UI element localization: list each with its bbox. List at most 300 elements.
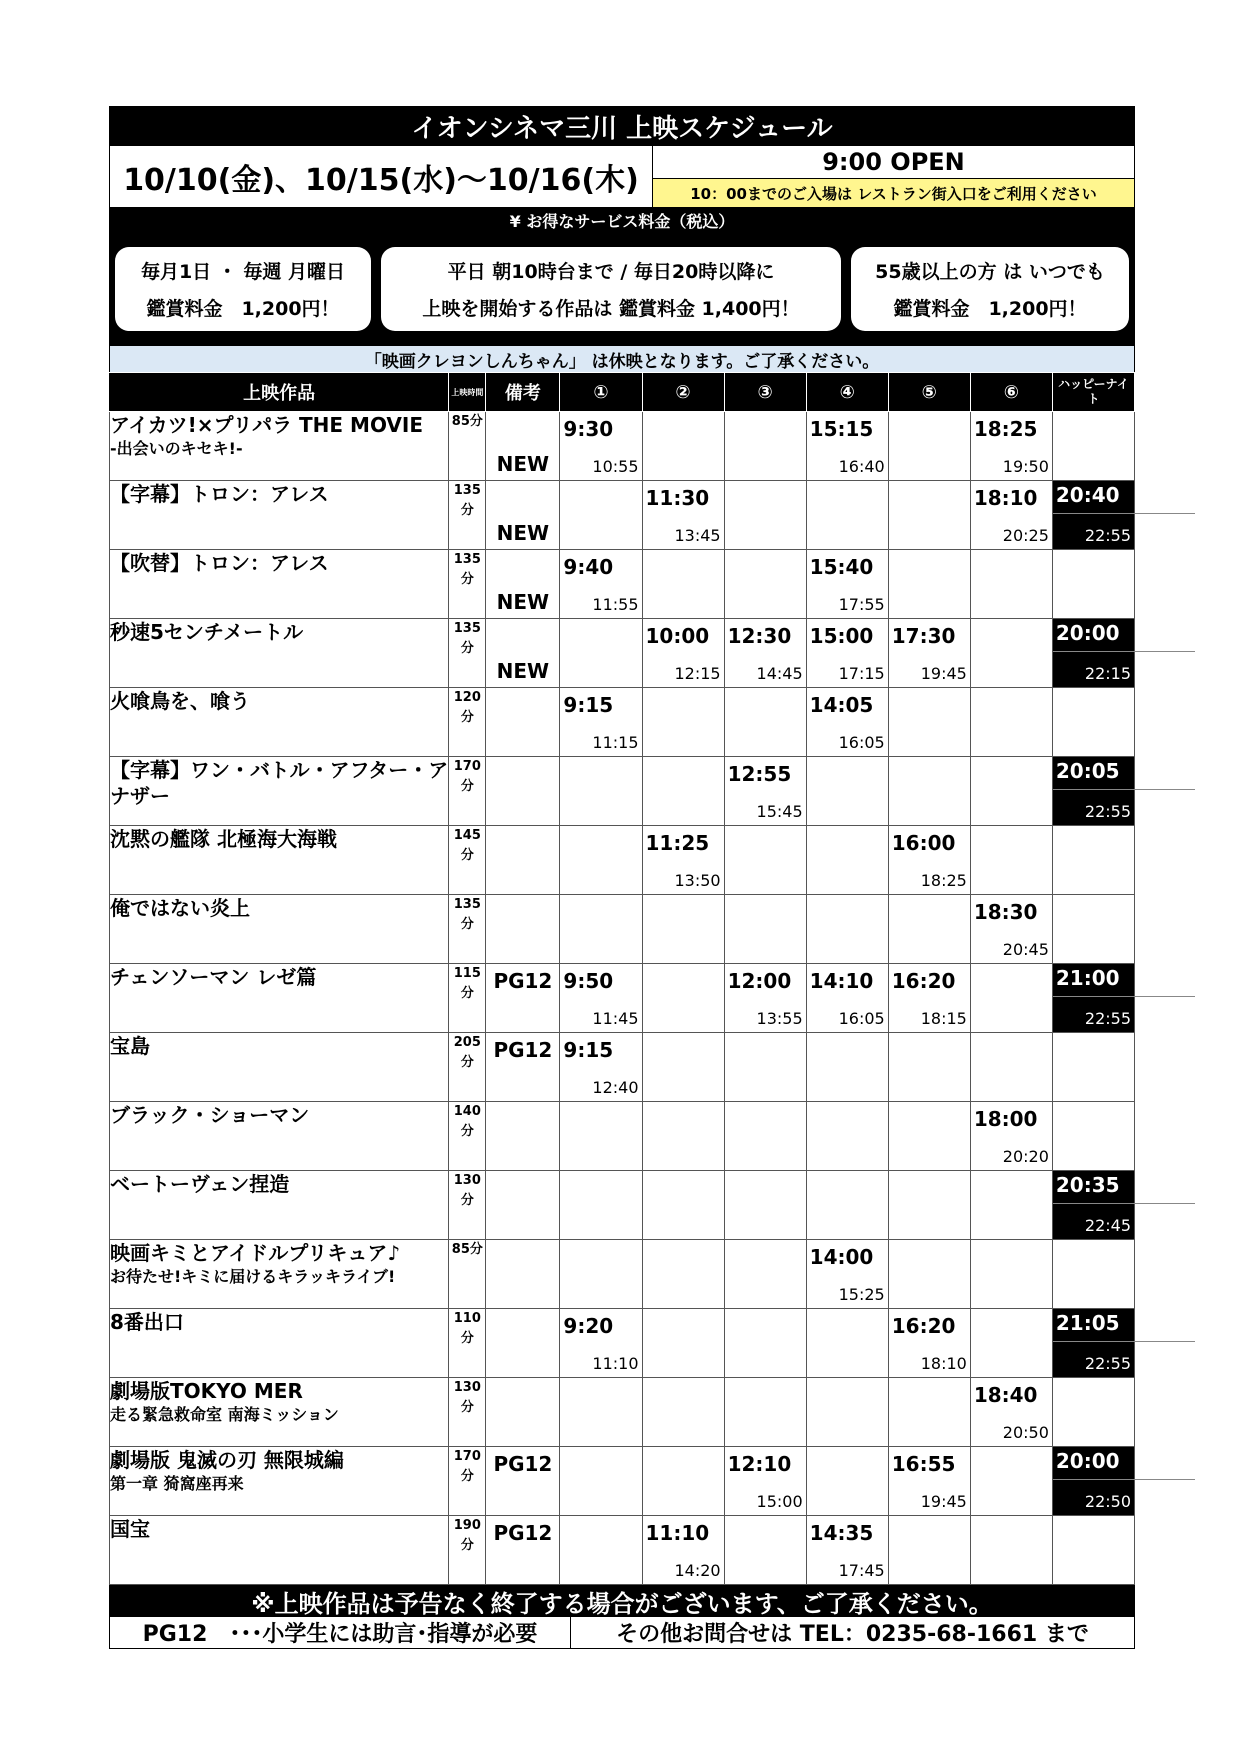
- screen-slot: [970, 1447, 1052, 1516]
- duration: 130分: [449, 1171, 486, 1240]
- end-time: 16:05: [838, 733, 885, 752]
- duration: 170分: [449, 757, 486, 826]
- remarks: [486, 964, 560, 1033]
- end-time: 22:55: [1084, 802, 1131, 821]
- screen-slot: [806, 1516, 888, 1585]
- screen-slot: [806, 1378, 888, 1447]
- schedule-sheet: [109, 106, 1135, 1649]
- start-time: 14:10: [809, 969, 874, 993]
- remarks: [486, 1240, 560, 1309]
- movie-title-main: 国宝: [110, 1517, 150, 1541]
- screen-slot: [560, 826, 642, 895]
- movie-title-main: 劇場版TOKYO MER: [110, 1379, 303, 1403]
- movie-title: [110, 1516, 449, 1585]
- screen-slot: [888, 1240, 970, 1309]
- screen-slot: [724, 550, 806, 619]
- start-time: 11:10: [645, 1521, 710, 1545]
- movie-title-main: アイカツ!×プリパラ THE MOVIE: [110, 413, 423, 437]
- table-row: [110, 757, 1135, 826]
- screen-slot: [806, 481, 888, 550]
- screen-slot: [970, 1378, 1052, 1447]
- start-time: 18:40: [973, 1383, 1038, 1407]
- duration: 135分: [449, 550, 486, 619]
- remarks: [486, 895, 560, 964]
- rating-badge: PG12: [493, 1521, 553, 1545]
- screen-slot: [806, 895, 888, 964]
- duration: 145分: [449, 826, 486, 895]
- service-line: 上映を開始する作品は 鑑賞料金 1,400円！: [422, 298, 800, 320]
- movie-title-main: ブラック・ショーマン: [110, 1103, 310, 1127]
- movie-title-main: 沈黙の艦隊 北極海大海戦: [110, 827, 337, 851]
- start-time: 15:40: [809, 555, 874, 579]
- table-row: [110, 1378, 1135, 1447]
- screen-slot: [642, 1171, 724, 1240]
- start-time: 16:55: [891, 1452, 956, 1476]
- header-duration: 上映時間: [449, 373, 486, 412]
- end-time: 20:25: [1002, 526, 1049, 545]
- screen-slot: [560, 1171, 642, 1240]
- movie-title: [110, 412, 449, 481]
- screen-slot: [970, 550, 1052, 619]
- footer-info: [109, 1617, 1135, 1649]
- screen-slot: [806, 1171, 888, 1240]
- movie-title-main: チェンソーマン レゼ篇: [110, 965, 317, 989]
- screen-slot: [642, 1516, 724, 1585]
- movie-title: [110, 1447, 449, 1516]
- end-time: 12:15: [674, 664, 721, 683]
- screen-slot: [642, 964, 724, 1033]
- screen-slot: [888, 757, 970, 826]
- duration: 85分: [449, 1240, 486, 1309]
- remarks: [486, 550, 560, 619]
- remarks: [486, 1378, 560, 1447]
- screen-slot: [970, 964, 1052, 1033]
- remarks: [486, 481, 560, 550]
- happy-night-slot: [1052, 895, 1134, 964]
- happy-night-slot: [1052, 757, 1134, 826]
- start-time: 20:05: [1055, 759, 1120, 783]
- duration: 190分: [449, 1516, 486, 1585]
- header-remarks: 備考: [486, 373, 560, 412]
- table-row: [110, 1171, 1135, 1240]
- screen-slot: [888, 1516, 970, 1585]
- screen-slot: [642, 619, 724, 688]
- end-time: 12:40: [592, 1078, 639, 1097]
- screen-slot: [970, 412, 1052, 481]
- happy-night-slot: [1052, 688, 1134, 757]
- movie-subtitle: 走る緊急救命室 南海ミッション: [110, 1405, 339, 1424]
- schedule-dates: 10/10(金)、10/15(水)〜10/16(木): [110, 146, 653, 207]
- screen-slot: [560, 1516, 642, 1585]
- service-line: 平日 朝10時台まで / 毎日20時以降に: [447, 261, 775, 283]
- schedule-table: [109, 372, 1135, 1585]
- end-time: 18:15: [920, 1009, 967, 1028]
- screen-slot: [642, 826, 724, 895]
- open-box: [653, 146, 1134, 207]
- end-time: 15:45: [756, 802, 803, 821]
- start-time: 18:10: [973, 486, 1038, 510]
- screen-slot: [560, 1033, 642, 1102]
- header-screen-6: ⑥: [970, 373, 1052, 412]
- happy-night-slot: [1052, 412, 1134, 481]
- end-time: 14:20: [674, 1561, 721, 1580]
- remarks: [486, 1033, 560, 1102]
- screen-slot: [724, 964, 806, 1033]
- start-time: 16:00: [891, 831, 956, 855]
- end-time: 19:50: [1002, 457, 1049, 476]
- screen-slot: [642, 895, 724, 964]
- screen-slot: [724, 1447, 806, 1516]
- screen-slot: [560, 1447, 642, 1516]
- movie-title: [110, 619, 449, 688]
- screen-slot: [724, 826, 806, 895]
- screen-slot: [724, 1309, 806, 1378]
- screen-slot: [560, 688, 642, 757]
- movie-title: [110, 1240, 449, 1309]
- duration: 205分: [449, 1033, 486, 1102]
- duration: 135分: [449, 895, 486, 964]
- screen-slot: [642, 1033, 724, 1102]
- start-time: 17:30: [891, 624, 956, 648]
- end-time: 10:55: [592, 457, 639, 476]
- screen-slot: [642, 757, 724, 826]
- end-time: 16:40: [838, 457, 885, 476]
- screen-slot: [970, 619, 1052, 688]
- movie-title-main: 俺ではない炎上: [110, 896, 250, 920]
- duration: 170分: [449, 1447, 486, 1516]
- service-box-monthly: [115, 247, 371, 331]
- header-screen-5: ⑤: [888, 373, 970, 412]
- happy-night-slot: [1052, 1447, 1134, 1516]
- end-time: 22:15: [1084, 664, 1131, 683]
- movie-title: [110, 1171, 449, 1240]
- start-time: 16:20: [891, 969, 956, 993]
- new-badge: NEW: [496, 590, 550, 614]
- duration: 115分: [449, 964, 486, 1033]
- duration: 85分: [449, 412, 486, 481]
- table-row: [110, 688, 1135, 757]
- start-time: 20:35: [1055, 1173, 1120, 1197]
- happy-night-slot: [1052, 481, 1134, 550]
- screen-slot: [642, 412, 724, 481]
- end-time: 20:50: [1002, 1423, 1049, 1442]
- screen-slot: [970, 688, 1052, 757]
- screen-slot: [724, 688, 806, 757]
- end-time: 17:15: [838, 664, 885, 683]
- service-box-senior: [851, 247, 1129, 331]
- screen-slot: [888, 481, 970, 550]
- new-badge: NEW: [496, 452, 550, 476]
- screen-slot: [888, 826, 970, 895]
- screen-slot: [806, 1240, 888, 1309]
- new-badge: NEW: [496, 659, 550, 683]
- happy-night-slot: [1052, 550, 1134, 619]
- remarks: [486, 412, 560, 481]
- screen-slot: [970, 757, 1052, 826]
- screen-slot: [888, 1171, 970, 1240]
- movie-title: [110, 550, 449, 619]
- movie-title-main: 【字幕】ワン・バトル・アフター・アナザー: [110, 758, 449, 808]
- screen-slot: [888, 964, 970, 1033]
- movie-title: [110, 964, 449, 1033]
- new-badge: NEW: [496, 521, 550, 545]
- remarks: [486, 688, 560, 757]
- end-time: 13:55: [756, 1009, 803, 1028]
- screen-slot: [888, 1309, 970, 1378]
- start-time: 12:30: [727, 624, 792, 648]
- screen-slot: [888, 619, 970, 688]
- start-time: 12:10: [727, 1452, 792, 1476]
- end-time: 14:45: [756, 664, 803, 683]
- movie-title: [110, 1033, 449, 1102]
- movie-title-main: 【字幕】トロン：アレス: [110, 482, 329, 506]
- start-time: 12:55: [727, 762, 792, 786]
- screen-slot: [560, 1378, 642, 1447]
- happy-night-slot: [1052, 826, 1134, 895]
- screen-slot: [970, 481, 1052, 550]
- screen-slot: [888, 1033, 970, 1102]
- remarks: [486, 757, 560, 826]
- rating-badge: PG12: [493, 969, 553, 993]
- screen-slot: [970, 1240, 1052, 1309]
- entrance-notice: 10：00までのご入場は レストラン街入口をご利用ください: [653, 179, 1134, 207]
- start-time: 21:05: [1055, 1311, 1120, 1335]
- rating-badge: PG12: [493, 1038, 553, 1062]
- end-time: 18:10: [920, 1354, 967, 1373]
- duration: 135分: [449, 619, 486, 688]
- movie-title-main: 【吹替】トロン：アレス: [110, 551, 329, 575]
- end-time: 22:45: [1084, 1216, 1131, 1235]
- table-row: [110, 550, 1135, 619]
- table-row: [110, 1033, 1135, 1102]
- start-time: 9:15: [563, 693, 614, 717]
- remarks: [486, 1309, 560, 1378]
- screen-slot: [642, 550, 724, 619]
- start-time: 9:40: [563, 555, 614, 579]
- table-row: [110, 964, 1135, 1033]
- screen-slot: [642, 688, 724, 757]
- end-time: 17:45: [838, 1561, 885, 1580]
- screen-slot: [724, 1171, 806, 1240]
- screen-slot: [724, 1378, 806, 1447]
- screen-slot: [806, 1447, 888, 1516]
- screen-slot: [806, 688, 888, 757]
- movie-title-main: 劇場版 鬼滅の刃 無限城編: [110, 1448, 344, 1472]
- end-time: 19:45: [920, 664, 967, 683]
- rating-badge: PG12: [493, 1452, 553, 1476]
- screen-slot: [970, 1309, 1052, 1378]
- start-time: 9:15: [563, 1038, 614, 1062]
- movie-title: [110, 688, 449, 757]
- screen-slot: [642, 1378, 724, 1447]
- screen-slot: [970, 1033, 1052, 1102]
- screen-slot: [806, 1102, 888, 1171]
- movie-subtitle: 第一章 猗窩座再来: [110, 1474, 244, 1493]
- end-time: 13:45: [674, 526, 721, 545]
- screen-slot: [560, 1102, 642, 1171]
- happy-night-slot: [1052, 964, 1134, 1033]
- movie-title: [110, 826, 449, 895]
- start-time: 20:40: [1055, 483, 1120, 507]
- screen-slot: [724, 412, 806, 481]
- screen-slot: [560, 550, 642, 619]
- screen-slot: [888, 895, 970, 964]
- end-time: 15:25: [838, 1285, 885, 1304]
- movie-title: [110, 1309, 449, 1378]
- screen-slot: [560, 1309, 642, 1378]
- screen-slot: [888, 1102, 970, 1171]
- end-time: 19:45: [920, 1492, 967, 1511]
- start-time: 11:25: [645, 831, 710, 855]
- header-title: 上映作品: [110, 373, 449, 412]
- start-time: 18:00: [973, 1107, 1038, 1131]
- start-time: 20:00: [1055, 1449, 1120, 1473]
- contact-info: その他お問合せは TEL：0235-68-1661 まで: [616, 1622, 1089, 1647]
- start-time: 14:00: [809, 1245, 874, 1269]
- table-row: [110, 1102, 1135, 1171]
- start-time: 21:00: [1055, 966, 1120, 990]
- happy-night-slot: [1052, 1516, 1134, 1585]
- screen-slot: [806, 757, 888, 826]
- screen-slot: [806, 619, 888, 688]
- start-time: 12:00: [727, 969, 792, 993]
- movie-subtitle: お待たせ!キミに届けるキラッキライブ!: [110, 1267, 396, 1286]
- pg12-note: PG12 ･･･小学生には助言･指導が必要: [110, 1617, 571, 1648]
- screen-slot: [806, 550, 888, 619]
- table-row: [110, 1309, 1135, 1378]
- remarks: [486, 826, 560, 895]
- suspension-notice: 「映画クレヨンしんちゃん」 は休映となります。ご了承ください。: [109, 346, 1135, 372]
- start-time: 18:25: [973, 417, 1038, 441]
- table-row: [110, 895, 1135, 964]
- happy-night-slot: [1052, 1378, 1134, 1447]
- start-time: 18:30: [973, 900, 1038, 924]
- happy-night-slot: [1052, 619, 1134, 688]
- happy-night-slot: [1052, 1102, 1134, 1171]
- duration: 140分: [449, 1102, 486, 1171]
- screen-slot: [806, 1309, 888, 1378]
- duration: 120分: [449, 688, 486, 757]
- service-title: ¥ お得なサービス料金（税込）: [109, 208, 1135, 232]
- movie-title: [110, 481, 449, 550]
- remarks: [486, 1516, 560, 1585]
- service-line: 毎月1日 ・ 毎週 月曜日: [140, 261, 346, 283]
- duration: 130分: [449, 1378, 486, 1447]
- screen-slot: [806, 412, 888, 481]
- table-row: [110, 1447, 1135, 1516]
- screen-slot: [642, 1240, 724, 1309]
- table-row: [110, 412, 1135, 481]
- header-happy-night: ハッピーナイト: [1052, 373, 1134, 412]
- service-line: 55歳以上の方 は いつでも: [875, 261, 1105, 283]
- header-screen-4: ④: [806, 373, 888, 412]
- table-row: [110, 1516, 1135, 1585]
- screen-slot: [970, 1102, 1052, 1171]
- table-header: [110, 373, 1135, 412]
- end-time: 11:45: [592, 1009, 639, 1028]
- remarks: [486, 1447, 560, 1516]
- open-time: 9:00 OPEN: [653, 146, 1134, 179]
- screen-slot: [642, 1309, 724, 1378]
- table-row: [110, 619, 1135, 688]
- happy-night-slot: [1052, 1033, 1134, 1102]
- screen-slot: [560, 757, 642, 826]
- start-time: 9:50: [563, 969, 614, 993]
- happy-night-slot: [1052, 1309, 1134, 1378]
- start-time: 9:20: [563, 1314, 614, 1338]
- service-box-weekday: [381, 247, 841, 331]
- screen-slot: [560, 412, 642, 481]
- header-screen-3: ③: [724, 373, 806, 412]
- remarks: [486, 619, 560, 688]
- duration: 110分: [449, 1309, 486, 1378]
- happy-night-slot: [1052, 1240, 1134, 1309]
- screen-slot: [560, 1240, 642, 1309]
- end-time: 22:50: [1084, 1492, 1131, 1511]
- remarks: [486, 1102, 560, 1171]
- table-row: [110, 481, 1135, 550]
- screen-slot: [724, 895, 806, 964]
- screen-slot: [888, 550, 970, 619]
- screen-slot: [642, 1102, 724, 1171]
- service-line: 鑑賞料金 1,200円！: [893, 298, 1087, 320]
- screen-slot: [806, 964, 888, 1033]
- start-time: 14:35: [809, 1521, 874, 1545]
- screen-slot: [806, 826, 888, 895]
- page-title: イオンシネマ三川 上映スケジュール: [109, 106, 1135, 146]
- start-time: 15:00: [809, 624, 874, 648]
- movie-title: [110, 1378, 449, 1447]
- movie-title-main: 8番出口: [110, 1310, 184, 1334]
- table-row: [110, 1240, 1135, 1309]
- movie-title: [110, 1102, 449, 1171]
- start-time: 16:20: [891, 1314, 956, 1338]
- end-time: 16:05: [838, 1009, 885, 1028]
- screen-slot: [724, 1033, 806, 1102]
- end-time: 18:25: [920, 871, 967, 890]
- end-time: 11:10: [592, 1354, 639, 1373]
- dates-row: [109, 146, 1135, 208]
- movie-title: [110, 895, 449, 964]
- end-notice: ※上映作品は予告なく終了する場合がございます、ご了承ください。: [109, 1585, 1135, 1617]
- start-time: 15:15: [809, 417, 874, 441]
- header-screen-2: ②: [642, 373, 724, 412]
- screen-slot: [806, 1033, 888, 1102]
- end-time: 11:55: [592, 595, 639, 614]
- end-time: 22:55: [1084, 1354, 1131, 1373]
- start-time: 20:00: [1055, 621, 1120, 645]
- screen-slot: [888, 412, 970, 481]
- screen-slot: [724, 1516, 806, 1585]
- screen-slot: [560, 481, 642, 550]
- screen-slot: [560, 619, 642, 688]
- end-time: 11:15: [592, 733, 639, 752]
- happy-night-slot: [1052, 1171, 1134, 1240]
- duration: 135分: [449, 481, 486, 550]
- screen-slot: [970, 1516, 1052, 1585]
- screen-slot: [888, 1378, 970, 1447]
- screen-slot: [970, 1171, 1052, 1240]
- end-time: 20:20: [1002, 1147, 1049, 1166]
- header-screen-1: ①: [560, 373, 642, 412]
- screen-slot: [724, 1240, 806, 1309]
- start-time: 11:30: [645, 486, 710, 510]
- screen-slot: [724, 619, 806, 688]
- service-prices: [109, 232, 1135, 346]
- end-time: 13:50: [674, 871, 721, 890]
- remarks: [486, 1171, 560, 1240]
- screen-slot: [970, 826, 1052, 895]
